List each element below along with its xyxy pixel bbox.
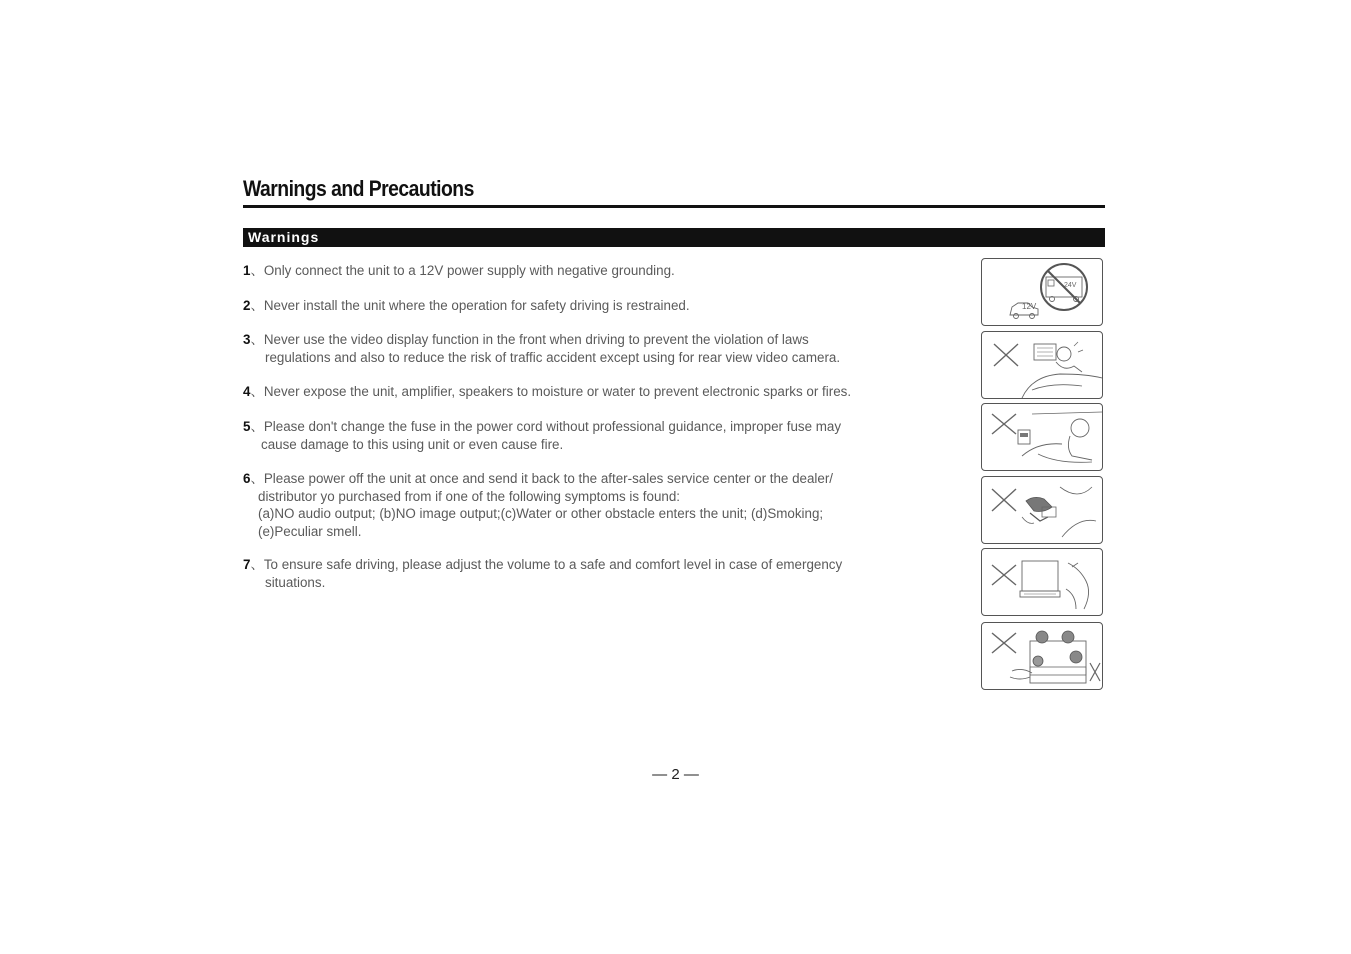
warning-text: (e)Peculiar smell.: [258, 523, 362, 539]
warning-number: 6: [243, 471, 251, 486]
warning-text: Please power off the unit at once and send it back to the after-sales service center or the dealer/: [263, 471, 834, 486]
warning-separator: 、: [250, 384, 264, 399]
warning-item-4: [243, 383, 923, 401]
warning-text: Never install the unit where the operation for safety driving is restrained.: [263, 298, 690, 313]
label-24v: 24V: [1064, 282, 1077, 289]
illustration-fuse: [981, 548, 1103, 616]
warning-item-6: [243, 470, 923, 540]
warning-number: 7: [243, 557, 251, 572]
warning-text: cause damage to this using unit or even cause fire.: [261, 436, 564, 452]
warning-text: Never expose the unit, amplifier, speakers to moisture or water to prevent electronic sparks or fires.: [263, 384, 852, 399]
warning-text: (a)NO audio output; (b)NO image output;(c)Water or other obstacle enters the unit; (d)Smoking;: [258, 506, 824, 521]
illustration-voltage: [981, 258, 1103, 326]
warning-item-5: [243, 418, 923, 453]
illustration-video-display: [981, 403, 1103, 471]
warning-number: 1: [243, 263, 251, 278]
warning-separator: 、: [250, 298, 264, 313]
driving-operation-illustration: [982, 332, 1102, 398]
warning-separator: 、: [250, 471, 264, 486]
illustration-driving-operation: [981, 331, 1103, 399]
warning-number: 4: [243, 384, 251, 399]
warning-text: regulations and also to reduce the risk of traffic accident except using for rear view video camera.: [265, 349, 841, 365]
warning-item-1: [243, 262, 923, 280]
warning-separator: 、: [250, 419, 264, 434]
title-rule: [243, 205, 1105, 208]
page-number: — 2 —: [652, 766, 699, 783]
symptoms-illustration: [982, 623, 1102, 689]
warning-text: Never use the video display function in the front when driving to prevent the violation of laws: [263, 332, 809, 347]
warning-separator: 、: [250, 557, 264, 572]
voltage-illustration: [982, 259, 1102, 325]
label-12v: 12V: [1022, 302, 1037, 311]
warning-item-7: [243, 556, 923, 591]
section-title: Warnings: [248, 229, 320, 245]
warning-text: Only connect the unit to a 12V power supply with negative grounding.: [263, 263, 675, 278]
illustration-symptoms: [981, 622, 1103, 690]
section-header-bar: [243, 228, 1105, 247]
warning-item-3: [243, 331, 923, 366]
warning-separator: 、: [250, 263, 264, 278]
video-display-illustration: [982, 404, 1102, 470]
warning-number: 5: [243, 419, 251, 434]
moisture-illustration: [982, 477, 1102, 543]
warning-text: situations.: [265, 574, 326, 590]
illustration-moisture: [981, 476, 1103, 544]
warning-number: 2: [243, 298, 251, 313]
warning-item-2: [243, 297, 923, 315]
warning-number: 3: [243, 332, 251, 347]
fuse-illustration: [982, 549, 1102, 615]
warning-separator: 、: [250, 332, 264, 347]
page-title: Warnings and Precautions: [243, 176, 474, 201]
warning-text: distributor yo purchased from if one of the following symptoms is found:: [258, 488, 681, 504]
warning-text: To ensure safe driving, please adjust the volume to a safe and comfort level in case of emergency: [263, 557, 843, 572]
warning-text: Please don't change the fuse in the power cord without professional guidance, improper fuse may: [263, 419, 842, 434]
